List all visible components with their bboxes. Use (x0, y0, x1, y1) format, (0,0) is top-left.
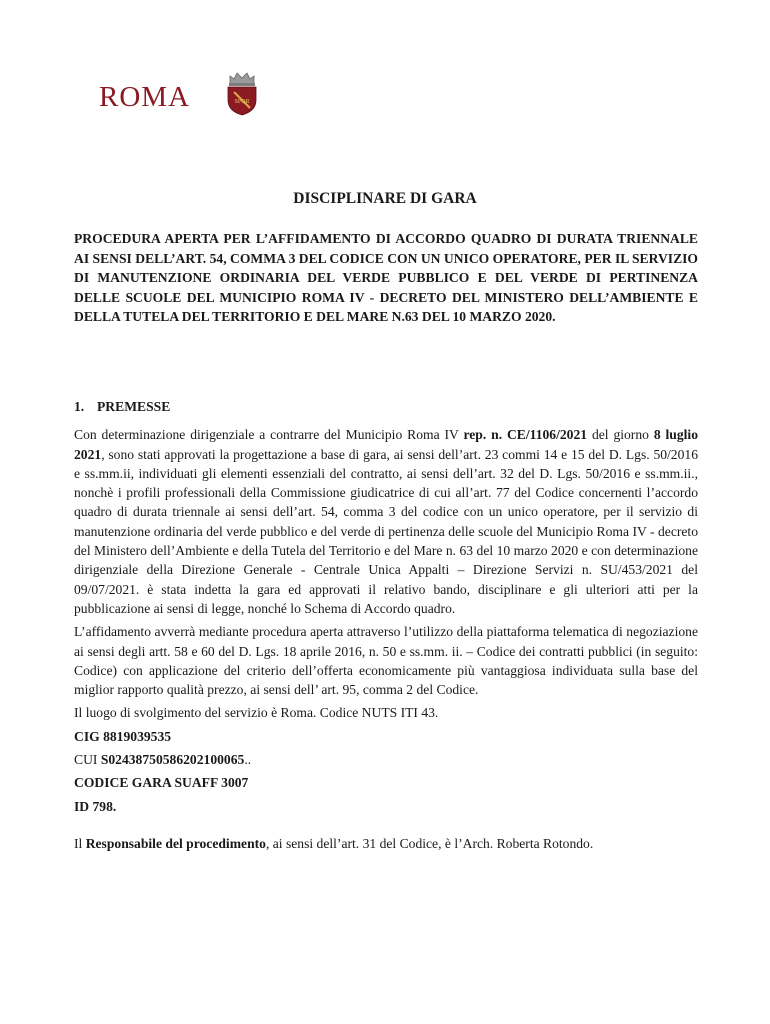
text-run: Il (74, 835, 86, 851)
roma-logo (99, 70, 260, 116)
cui-line (74, 750, 698, 769)
id-line (74, 797, 698, 816)
text-run: , sono stati approvati la progettazione a base di gara, ai sensi dell’art. 23 commi 14 e 15 del D. Lgs. 50/2016 e ss.mm.ii, individuati gli elementi essenziali del contratto, ai sensi dell’art. 32 del D. Lgs. 50/2016 e ss.mm.ii., nonchè i profili professionali della Commissione giudicatrice di cui all’art. 77 del Codice concernenti l’accordo quadro di durata triennale ai sensi dell’art. 54, comma 3 del codice con un unico operatore, per il servizio di manutenzione ordinaria del verde pubblico e del verde di pertinenza delle scuole del Municipio Roma IV - decreto del Ministero dell’Ambiente e della Tutela del Territorio e del Mare n. 63 del 10 marzo 2020 e con determinazione dirigenziale della Direzione Generale - Centrale Unica Appalti – Direzione Servizi n. SU/453/2021 del 09/07/2021. è stata indetta la gara ed approvati il relativo bando, disciplinare e gli ulteriori atti per la pubblicazione ai sensi di legge, nonché lo Schema di Accordo quadro. (74, 446, 698, 616)
procedure-subject: PROCEDURA APERTA PER L’AFFIDAMENTO DI ACCORDO QUADRO DI DURATA TRIENNALE AI SENSI DELL’ART. 54, COMMA 3 DEL CODICE CON UN UNICO OPERATORE, PER IL SERVIZIO DI MANUTENZIONE ORDINARIA DEL VERDE PUBBLICO E DEL VERDE DI PERTINENZA DELLE SCUOLE DEL MUNICIPIO ROMA IV - DECRETO DEL MINISTERO DELL’AMBIENTE E DELLA TUTELA DEL TERRITORIO E DEL MARE N.63 DEL 10 MARZO 2020. (74, 231, 698, 324)
luogo-line: Il luogo di svolgimento del servizio è Roma. Codice NUTS ITI 43. (74, 705, 439, 721)
bold-date: 8 luglio 2021 (74, 427, 698, 462)
section-number: 1. (74, 399, 85, 414)
section-premesse (74, 397, 698, 857)
bold-responsabile: Responsabile del procedimento (85, 835, 266, 851)
svg-text:SPQR: SPQR (234, 99, 250, 105)
cui-suffix: .. (244, 752, 252, 768)
logo-wordmark: ROMA (99, 81, 191, 113)
cui-label: CUI (74, 752, 101, 768)
roma-crest-icon (224, 70, 260, 116)
responsabile-line (74, 834, 698, 853)
paragraph-affidamento: L’affidamento avverrà mediante procedura aperta attraverso l’utilizzo della piattaforma telematica di negoziazione ai sensi degli artt. 58 e 60 del D. Lgs. 18 aprile 2016, n. 50 e ss.mm. ii. – Codice dei contratti pubblici (in seguito: Codice) con applicazione del criterio dell’offerta economicamente più vantaggiosa individuata sulla base del miglior rapporto qualità prezzo, ai sensi dell’ art. 95, comma 2 del Codice. (74, 624, 698, 698)
codice-gara: CODICE GARA SUAFF 3007 (74, 775, 249, 791)
codice-gara-line (74, 773, 698, 792)
text-run: , ai sensi dell’art. 31 del Codice, è l’Arch. Roberta Rotondo. (265, 835, 594, 851)
id-code: ID 798. (74, 798, 117, 814)
cig-code: CIG 8819039535 (74, 728, 172, 744)
document-title: DISCIPLINARE DI GARA (293, 190, 477, 207)
text-run: Con determinazione dirigenziale a contrarre del Municipio Roma IV (74, 427, 464, 443)
text-run: del giorno (587, 427, 654, 443)
section-heading (74, 397, 698, 416)
section-heading-text: PREMESSE (97, 399, 171, 414)
paragraph-determinazione (74, 425, 698, 618)
bold-rep-number: rep. n. CE/1106/2021 (463, 427, 588, 443)
cig-line (74, 727, 698, 746)
cui-code: S02438750586202100065 (100, 752, 245, 768)
